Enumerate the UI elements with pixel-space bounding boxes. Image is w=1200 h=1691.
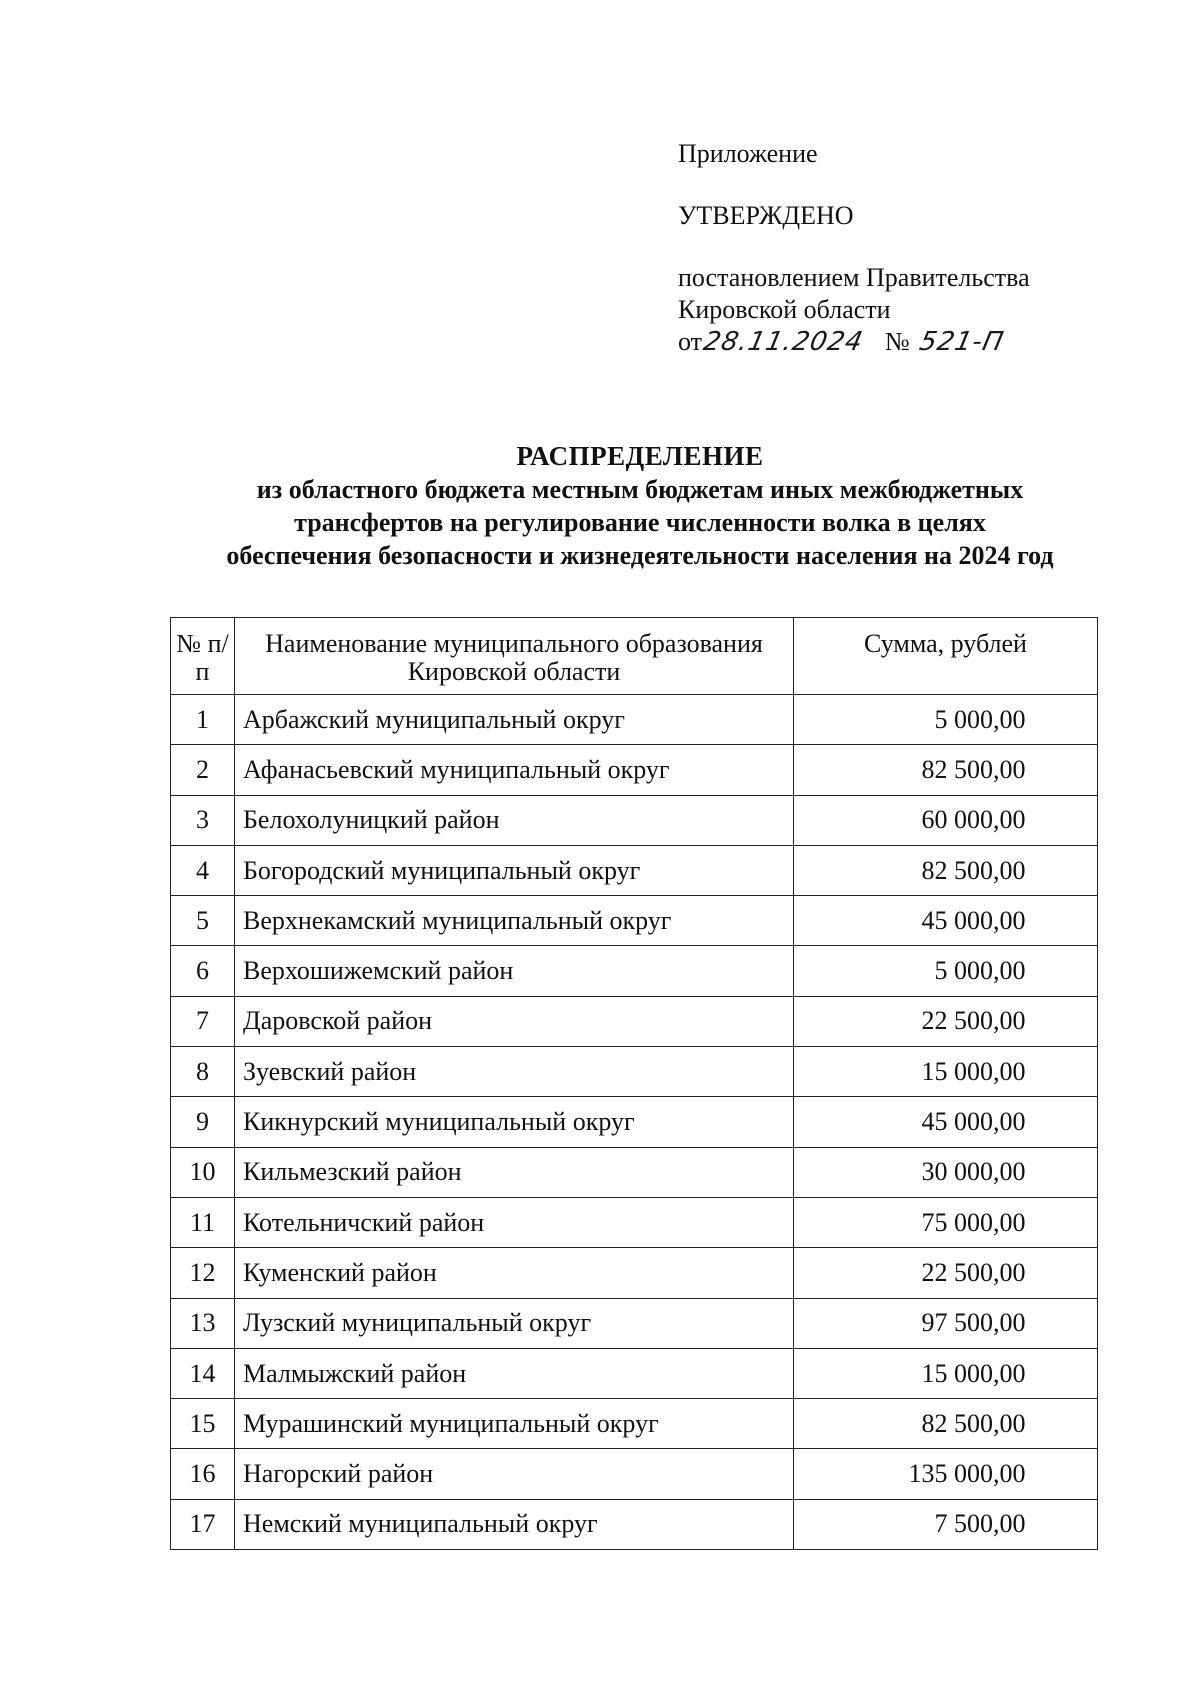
row-municipality: Мурашинский муниципальный округ	[235, 1399, 794, 1449]
row-municipality: Верхнекамский муниципальный округ	[235, 896, 794, 946]
table-row	[171, 1298, 1098, 1348]
row-num: 6	[171, 946, 235, 996]
row-num: 3	[171, 795, 235, 845]
row-municipality: Котельничский район	[235, 1197, 794, 1247]
row-num: 10	[171, 1147, 235, 1197]
decree-line-2: Кировской области	[678, 295, 891, 324]
row-num: 8	[171, 1047, 235, 1097]
row-municipality: Куменский район	[235, 1248, 794, 1298]
row-sum-cell	[794, 1197, 1098, 1247]
table-row	[171, 1399, 1098, 1449]
table-row	[171, 1499, 1098, 1549]
row-sum: 45 000,00	[921, 905, 1026, 935]
row-sum: 82 500,00	[921, 754, 1026, 784]
title-main: РАСПРЕДЕЛЕНИЕ	[516, 441, 764, 471]
table-row	[171, 896, 1098, 946]
row-municipality: Афанасьевский муниципальный округ	[235, 745, 794, 795]
row-municipality: Арбажский муниципальный округ	[235, 695, 794, 745]
title-line-3: обеспечения безопасности и жизнедеятельности населения на 2024 год	[226, 541, 1054, 570]
table-row	[171, 1047, 1098, 1097]
row-num: 12	[171, 1248, 235, 1298]
appendix-label: Приложение	[678, 139, 818, 168]
approval-stamp	[678, 138, 1030, 358]
table-row	[171, 745, 1098, 795]
row-municipality: Белохолуницкий район	[235, 795, 794, 845]
header-sum: Сумма, рублей	[794, 618, 1098, 695]
row-num: 16	[171, 1449, 235, 1499]
row-sum: 15 000,00	[921, 1358, 1026, 1388]
number-prefix: №	[884, 327, 910, 356]
table-row	[171, 1147, 1098, 1197]
row-sum-cell	[794, 946, 1098, 996]
row-sum-cell	[794, 1499, 1098, 1549]
table-row	[171, 795, 1098, 845]
row-municipality: Богородский муниципальный округ	[235, 845, 794, 895]
decree-line-1: постановлением Правительства	[678, 263, 1030, 292]
row-sum-cell	[794, 695, 1098, 745]
row-sum: 7 500,00	[934, 1509, 1026, 1539]
row-sum-cell	[794, 1248, 1098, 1298]
row-num: 2	[171, 745, 235, 795]
table-body	[171, 695, 1098, 1550]
handwritten-date: 28.11.2024	[700, 327, 867, 357]
row-sum: 5 000,00	[934, 956, 1026, 986]
row-num: 7	[171, 996, 235, 1046]
table-row	[171, 1348, 1098, 1398]
row-sum: 82 500,00	[921, 855, 1026, 885]
row-num: 11	[171, 1197, 235, 1247]
row-num: 4	[171, 845, 235, 895]
row-municipality: Кильмезский район	[235, 1147, 794, 1197]
row-sum-cell	[794, 1097, 1098, 1147]
row-municipality: Кикнурский муниципальный округ	[235, 1097, 794, 1147]
row-num: 17	[171, 1499, 235, 1549]
row-sum: 135 000,00	[908, 1459, 1026, 1489]
row-sum-cell	[794, 845, 1098, 895]
row-num: 1	[171, 695, 235, 745]
row-sum-cell	[794, 745, 1098, 795]
table-row	[171, 695, 1098, 745]
distribution-table	[170, 617, 1098, 1550]
table-row	[171, 1097, 1098, 1147]
table-row	[171, 996, 1098, 1046]
row-sum: 22 500,00	[921, 1006, 1026, 1036]
row-num: 14	[171, 1348, 235, 1398]
title-line-1: из областного бюджета местным бюджетам иных межбюджетных	[256, 475, 1024, 504]
row-sum-cell	[794, 1399, 1098, 1449]
table-row	[171, 845, 1098, 895]
row-sum: 5 000,00	[934, 704, 1026, 734]
row-municipality: Нагорский район	[235, 1449, 794, 1499]
row-sum: 22 500,00	[921, 1257, 1026, 1287]
title-line-2: трансфертов на регулирование численности волка в целях	[294, 508, 986, 537]
row-num: 5	[171, 896, 235, 946]
row-sum: 60 000,00	[921, 805, 1026, 835]
date-prefix: от	[678, 327, 703, 356]
table-row	[171, 946, 1098, 996]
handwritten-number: 521-П	[916, 327, 1007, 357]
row-municipality: Лузский муниципальный округ	[235, 1298, 794, 1348]
row-sum: 30 000,00	[921, 1157, 1026, 1187]
row-num: 9	[171, 1097, 235, 1147]
row-num: 15	[171, 1399, 235, 1449]
header-num: № п/п	[171, 618, 235, 695]
row-num: 13	[171, 1298, 235, 1348]
row-sum-cell	[794, 1449, 1098, 1499]
row-sum: 45 000,00	[921, 1107, 1026, 1137]
table-row	[171, 1197, 1098, 1247]
table-row	[171, 1248, 1098, 1298]
row-sum: 82 500,00	[921, 1408, 1026, 1438]
table-row	[171, 1449, 1098, 1499]
row-sum-cell	[794, 1298, 1098, 1348]
row-municipality: Зуевский район	[235, 1047, 794, 1097]
row-sum: 75 000,00	[921, 1207, 1026, 1237]
row-municipality: Малмыжский район	[235, 1348, 794, 1398]
header-name: Наименование муниципального образования Кировской области	[235, 618, 794, 695]
decree-date-number	[678, 326, 1030, 358]
row-sum: 15 000,00	[921, 1056, 1026, 1086]
row-sum-cell	[794, 795, 1098, 845]
approved-label: УТВЕРЖДЕНО	[678, 201, 854, 230]
table-header-row	[171, 618, 1098, 695]
document-title	[140, 440, 1140, 572]
row-sum-cell	[794, 1147, 1098, 1197]
row-sum: 97 500,00	[921, 1308, 1026, 1338]
row-sum-cell	[794, 996, 1098, 1046]
row-sum-cell	[794, 1047, 1098, 1097]
row-municipality: Немский муниципальный округ	[235, 1499, 794, 1549]
row-sum-cell	[794, 896, 1098, 946]
row-municipality: Даровской район	[235, 996, 794, 1046]
row-sum-cell	[794, 1348, 1098, 1398]
row-municipality: Верхошижемский район	[235, 946, 794, 996]
